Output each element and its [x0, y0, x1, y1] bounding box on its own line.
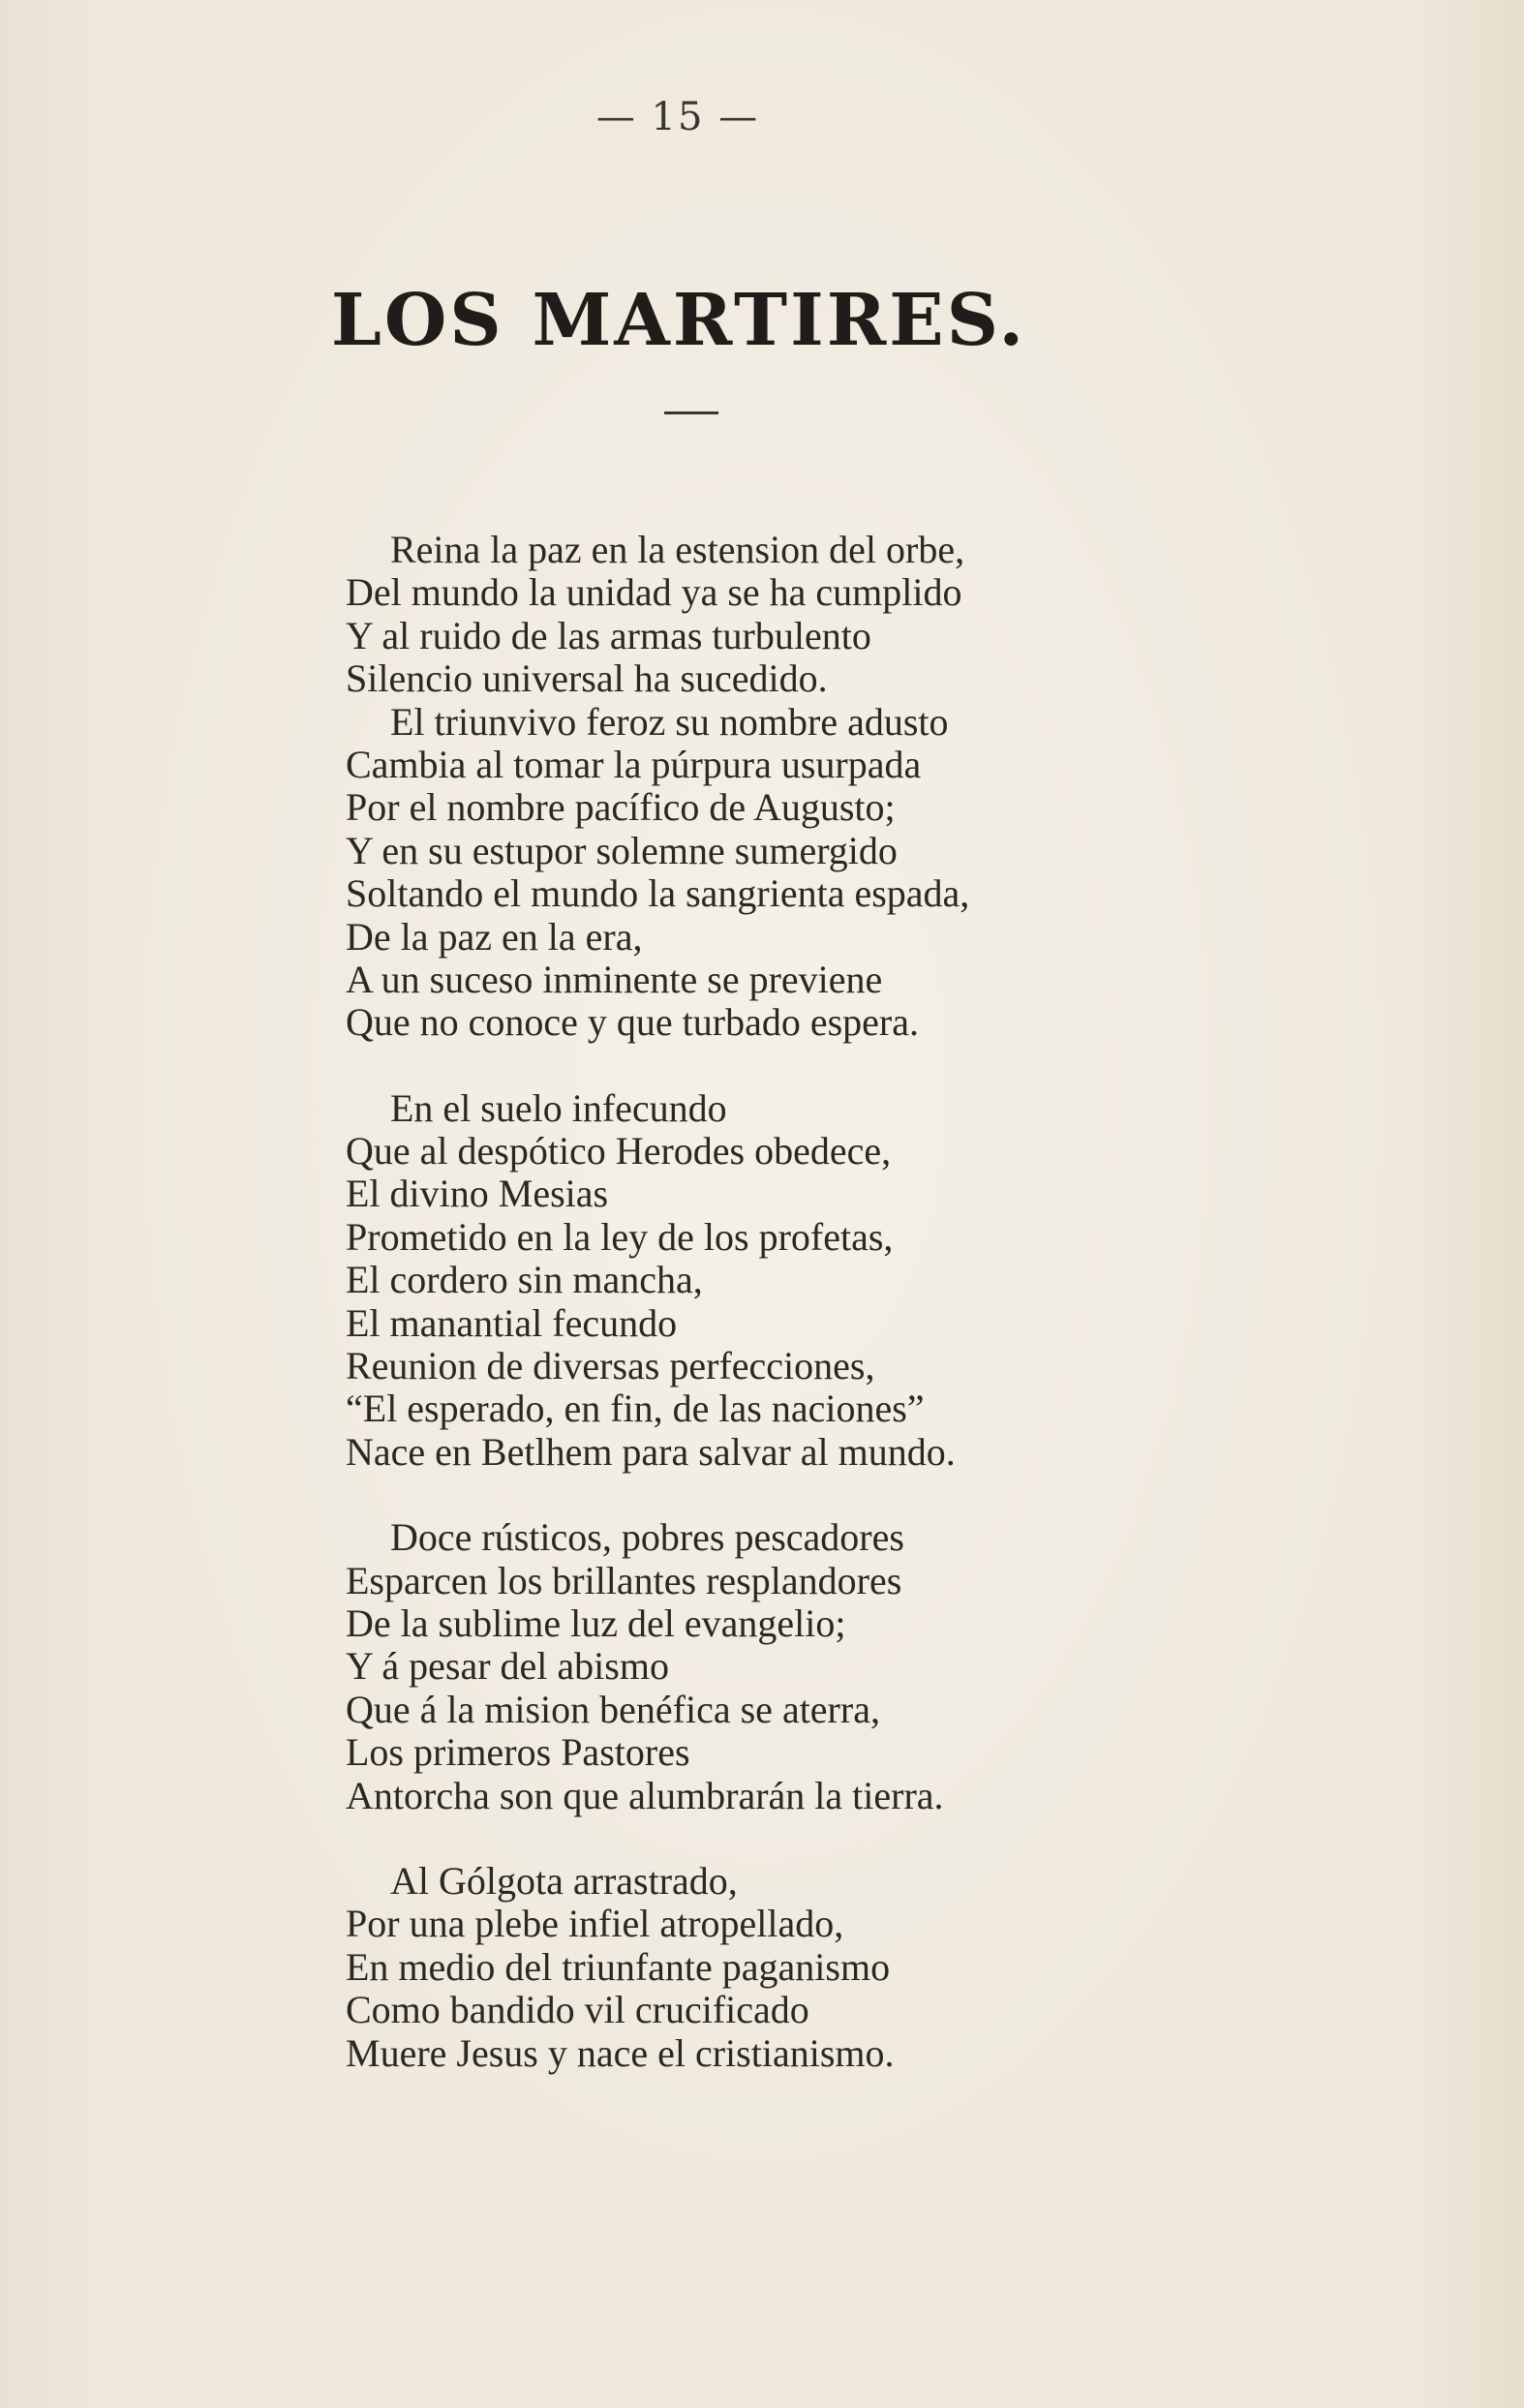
verse-line: Esparcen los brillantes resplandores: [346, 1558, 902, 1602]
verse-line: Muere Jesus y nace el cristianismo.: [346, 2030, 895, 2075]
title-rule: [664, 411, 718, 414]
verse-line: El cordero sin mancha,: [346, 1258, 703, 1302]
verse-line: Nace en Betlhem para salvar al mundo.: [346, 1429, 956, 1474]
verse-line: Como bandido vil crucificado: [346, 1988, 809, 2032]
verse-line: Silencio universal ha sucedido.: [346, 656, 828, 701]
verse-line: El triunvivo feroz su nombre adusto: [390, 699, 949, 744]
verse-line: Antorcha son que alumbrarán la tierra.: [346, 1773, 944, 1817]
verse-line: Y en su estupor solemne sumergido: [346, 828, 898, 872]
poem-body: [346, 529, 1111, 2118]
poem-title: LOS MARTIRES.: [330, 279, 1027, 362]
verse-line: Que no conoce y que turbado espera.: [346, 1000, 919, 1045]
verse-line: Que á la mision benéfica se aterra,: [346, 1687, 880, 1731]
stanza: [346, 1516, 1111, 1817]
verse-line: Soltando el mundo la sangrienta espada,: [346, 871, 970, 916]
verse-line: Cambia al tomar la púrpura usurpada: [346, 742, 922, 786]
verse-line: El divino Mesias: [346, 1172, 609, 1216]
verse-line: A un suceso inminente se previene: [346, 957, 883, 1001]
verse-line: En el suelo infecundo: [390, 1085, 727, 1130]
stanza: [346, 529, 1111, 1045]
verse-line: Del mundo la unidad ya se ha cumplido: [346, 570, 962, 615]
verse-line: De la sublime luz del evangelio;: [346, 1600, 846, 1645]
verse-line: Y á pesar del abismo: [346, 1644, 669, 1689]
verse-line: De la paz en la era,: [346, 914, 643, 959]
verse-line: Al Gólgota arrastrado,: [390, 1858, 738, 1903]
page-number: — 15 —: [595, 95, 760, 139]
verse-line: Y al ruido de las armas turbulento: [346, 613, 871, 657]
verse-line: El manantial fecundo: [346, 1300, 678, 1345]
verse-line: Que al despótico Herodes obedece,: [346, 1129, 892, 1174]
verse-line: Los primeros Pastores: [346, 1730, 690, 1775]
verse-line: Prometido en la ley de los profetas,: [346, 1214, 894, 1259]
verse-line: Por el nombre pacífico de Augusto;: [346, 785, 896, 830]
verse-line: Reunion de diversas perfecciones,: [346, 1344, 875, 1388]
stanza: [346, 1860, 1111, 2075]
verse-line: En medio del triunfante paganismo: [346, 1944, 891, 1989]
verse-line: Por una plebe infiel atropellado,: [346, 1902, 844, 1946]
verse-line: “El esperado, en fin, de las naciones”: [346, 1387, 925, 1431]
verse-line: Reina la paz en la estension del orbe,: [390, 528, 965, 571]
stanza: [346, 1087, 1111, 1475]
verse-line: Doce rústicos, pobres pescadores: [390, 1515, 904, 1560]
